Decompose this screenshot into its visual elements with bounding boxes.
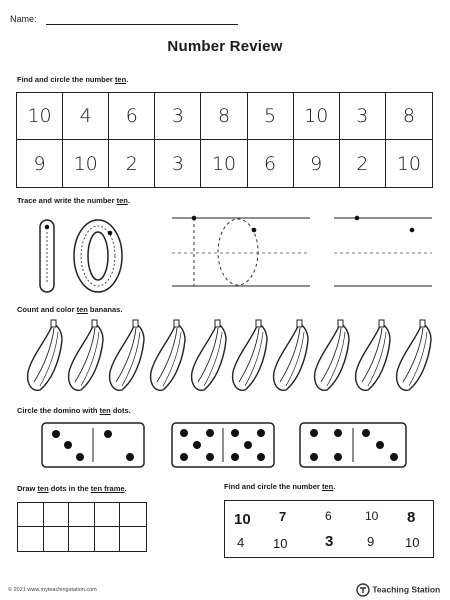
- instruction-count-color: Count and color ten bananas.: [17, 305, 123, 314]
- banana-icon[interactable]: [69, 320, 103, 390]
- teaching-station-logo-icon: [356, 583, 370, 597]
- banana-icon[interactable]: [151, 320, 185, 390]
- name-line[interactable]: [46, 24, 238, 25]
- ten-frame-cell[interactable]: [69, 527, 95, 551]
- number-grid: [16, 92, 433, 188]
- ten-frame-cell[interactable]: [44, 527, 70, 551]
- instruction-find-circle-grid: Find and circle the number ten.: [17, 75, 129, 84]
- grid-cell[interactable]: 9: [17, 140, 63, 187]
- dominoes: [0, 420, 450, 474]
- name-label: Name:: [10, 14, 37, 24]
- ten-frame-cell[interactable]: [120, 527, 146, 551]
- outlined-ten-icon: [40, 220, 122, 292]
- grid-cell[interactable]: 2: [340, 140, 386, 187]
- brand-name: Teaching Station: [372, 584, 441, 595]
- ten-frame-cell[interactable]: [44, 503, 70, 527]
- banana-icon[interactable]: [233, 320, 267, 390]
- domino-2[interactable]: [172, 423, 274, 467]
- write-lines[interactable]: [334, 216, 432, 286]
- number-item[interactable]: 10: [365, 509, 379, 523]
- banana-icon[interactable]: [192, 320, 226, 390]
- ten-frame-cell[interactable]: [18, 503, 44, 527]
- grid-cell[interactable]: 9: [294, 140, 340, 187]
- banana-icon[interactable]: [274, 320, 308, 390]
- number-item[interactable]: 4: [237, 535, 245, 550]
- number-item[interactable]: 6: [325, 509, 332, 523]
- instruction-ten-frame: Draw ten dots in the ten frame.: [17, 484, 127, 493]
- page-title: Number Review: [167, 38, 283, 55]
- brand-logo[interactable]: [356, 583, 440, 597]
- trace-area: [0, 208, 450, 298]
- number-box: [224, 500, 434, 558]
- grid-cell[interactable]: 5: [248, 93, 294, 140]
- number-item[interactable]: 10: [273, 536, 288, 551]
- grid-cell[interactable]: 6: [109, 93, 155, 140]
- grid-cell[interactable]: 3: [340, 93, 386, 140]
- banana-icon[interactable]: [397, 320, 431, 390]
- grid-cell[interactable]: 4: [63, 93, 109, 140]
- trace-lines[interactable]: [172, 216, 310, 286]
- number-item[interactable]: 3: [325, 533, 334, 550]
- grid-cell[interactable]: 3: [155, 93, 201, 140]
- grid-cell[interactable]: 10: [201, 140, 247, 187]
- domino-3[interactable]: [300, 423, 406, 467]
- ten-frame-cell[interactable]: [69, 503, 95, 527]
- instruction-trace-write: Trace and write the number ten.: [17, 196, 130, 205]
- number-item[interactable]: 10: [405, 535, 420, 550]
- number-item[interactable]: 10: [234, 511, 251, 528]
- ten-frame-cell[interactable]: [95, 503, 121, 527]
- ten-frame: [17, 502, 147, 552]
- number-item[interactable]: 7: [279, 509, 287, 524]
- grid-cell[interactable]: 2: [109, 140, 155, 187]
- bananas-row: [18, 318, 438, 396]
- banana-icon[interactable]: [356, 320, 390, 390]
- grid-cell[interactable]: 10: [396, 152, 422, 175]
- ten-frame-cell[interactable]: [120, 503, 146, 527]
- banana-icon[interactable]: [28, 320, 62, 390]
- grid-cell[interactable]: 10: [17, 93, 63, 140]
- ten-frame-cell[interactable]: [95, 527, 121, 551]
- grid-cell[interactable]: 3: [155, 140, 201, 187]
- grid-cell[interactable]: 8: [386, 93, 432, 140]
- grid-cell[interactable]: 8: [201, 93, 247, 140]
- copyright-text: © 2021 www.myteachingstation.com: [8, 587, 97, 593]
- grid-cell[interactable]: 10: [294, 93, 340, 140]
- number-item[interactable]: 9: [367, 534, 375, 549]
- grid-cell[interactable]: 6: [248, 140, 294, 187]
- grid-cell[interactable]: 10: [63, 140, 109, 187]
- banana-icon[interactable]: [315, 320, 349, 390]
- banana-icon[interactable]: [110, 320, 144, 390]
- instruction-domino: Circle the domino with ten dots.: [17, 406, 131, 415]
- instruction-find-circle-box: Find and circle the number ten.: [224, 482, 336, 491]
- domino-1[interactable]: [42, 423, 144, 467]
- ten-frame-cell[interactable]: [18, 527, 44, 551]
- number-item[interactable]: 8: [407, 509, 416, 526]
